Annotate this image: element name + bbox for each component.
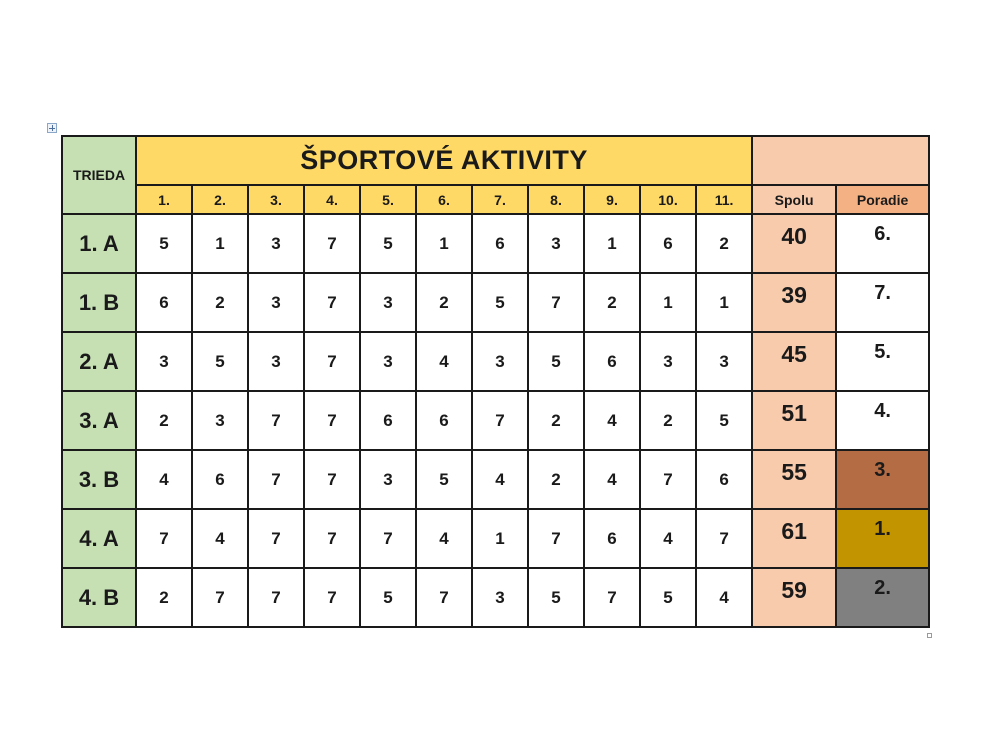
score-cell: 5 [696, 391, 752, 450]
score-cell: 5 [416, 450, 472, 509]
score-cell: 6 [360, 391, 416, 450]
score-cell: 2 [416, 273, 472, 332]
table-title: ŠPORTOVÉ AKTIVITY [136, 136, 752, 185]
score-cell: 4 [416, 332, 472, 391]
score-cell: 7 [304, 509, 360, 568]
header-activity-11: 11. [696, 185, 752, 214]
score-cell: 7 [528, 273, 584, 332]
score-cell: 5 [640, 568, 696, 627]
sport-activities-table [61, 135, 930, 628]
score-cell: 6 [472, 214, 528, 273]
score-cell: 6 [416, 391, 472, 450]
score-cell: 3 [192, 391, 248, 450]
header-activity-7: 7. [472, 185, 528, 214]
score-cell: 3 [248, 273, 304, 332]
row-trieda: 2. A [62, 332, 136, 391]
score-cell: 7 [304, 332, 360, 391]
score-cell: 4 [472, 450, 528, 509]
header-activity-10: 10. [640, 185, 696, 214]
score-cell: 2 [136, 568, 192, 627]
score-cell: 5 [528, 332, 584, 391]
table-row [62, 214, 929, 273]
table-row [62, 273, 929, 332]
table-row [62, 450, 929, 509]
poradie-cell: 6. [836, 214, 929, 273]
score-cell: 3 [640, 332, 696, 391]
score-cell: 6 [192, 450, 248, 509]
row-trieda: 4. B [62, 568, 136, 627]
table-row [62, 568, 929, 627]
score-cell: 5 [192, 332, 248, 391]
poradie-cell: 2. [836, 568, 929, 627]
score-cell: 1 [416, 214, 472, 273]
score-cell: 2 [136, 391, 192, 450]
score-cell: 2 [696, 214, 752, 273]
score-cell: 7 [304, 450, 360, 509]
score-cell: 7 [192, 568, 248, 627]
table-row [62, 509, 929, 568]
score-cell: 3 [248, 332, 304, 391]
score-cell: 7 [248, 509, 304, 568]
table-resize-handle-icon[interactable] [927, 633, 932, 638]
score-cell: 6 [584, 509, 640, 568]
score-cell: 5 [528, 568, 584, 627]
header-activity-1: 1. [136, 185, 192, 214]
score-cell: 3 [360, 450, 416, 509]
table-move-handle-icon[interactable] [47, 123, 57, 133]
score-cell: 1 [640, 273, 696, 332]
score-cell: 3 [528, 214, 584, 273]
header-activity-2: 2. [192, 185, 248, 214]
score-cell: 5 [360, 214, 416, 273]
score-cell: 5 [472, 273, 528, 332]
score-cell: 4 [136, 450, 192, 509]
score-cell: 7 [248, 391, 304, 450]
score-cell: 4 [696, 568, 752, 627]
score-cell: 4 [192, 509, 248, 568]
score-cell: 6 [584, 332, 640, 391]
spolu-cell: 51 [752, 391, 836, 450]
header-activity-8: 8. [528, 185, 584, 214]
score-cell: 4 [640, 509, 696, 568]
row-trieda: 1. B [62, 273, 136, 332]
header-activity-3: 3. [248, 185, 304, 214]
header-activity-5: 5. [360, 185, 416, 214]
row-trieda: 4. A [62, 509, 136, 568]
score-cell: 7 [304, 391, 360, 450]
score-cell: 3 [248, 214, 304, 273]
score-cell: 7 [640, 450, 696, 509]
score-cell: 6 [136, 273, 192, 332]
table-row [62, 391, 929, 450]
table-row [62, 332, 929, 391]
score-cell: 7 [416, 568, 472, 627]
header-summary-blank [752, 136, 929, 185]
score-cell: 7 [528, 509, 584, 568]
score-cell: 7 [304, 214, 360, 273]
spolu-cell: 39 [752, 273, 836, 332]
score-cell: 2 [192, 273, 248, 332]
score-cell: 6 [640, 214, 696, 273]
spolu-cell: 45 [752, 332, 836, 391]
score-cell: 3 [472, 568, 528, 627]
score-cell: 3 [696, 332, 752, 391]
score-cell: 2 [640, 391, 696, 450]
score-cell: 6 [696, 450, 752, 509]
header-activity-4: 4. [304, 185, 360, 214]
score-cell: 2 [528, 450, 584, 509]
score-cell: 7 [248, 450, 304, 509]
spolu-cell: 61 [752, 509, 836, 568]
score-cell: 4 [584, 391, 640, 450]
spolu-cell: 59 [752, 568, 836, 627]
poradie-cell: 1. [836, 509, 929, 568]
score-cell: 2 [528, 391, 584, 450]
poradie-cell: 5. [836, 332, 929, 391]
poradie-cell: 3. [836, 450, 929, 509]
score-cell: 2 [584, 273, 640, 332]
row-trieda: 1. A [62, 214, 136, 273]
score-cell: 7 [248, 568, 304, 627]
score-cell: 3 [136, 332, 192, 391]
score-cell: 4 [416, 509, 472, 568]
score-cell: 7 [304, 273, 360, 332]
spolu-cell: 55 [752, 450, 836, 509]
header-trieda: TRIEDA [62, 136, 136, 214]
poradie-cell: 7. [836, 273, 929, 332]
score-cell: 1 [696, 273, 752, 332]
poradie-cell: 4. [836, 391, 929, 450]
score-cell: 3 [472, 332, 528, 391]
spolu-cell: 40 [752, 214, 836, 273]
header-spolu: Spolu [752, 185, 836, 214]
score-cell: 1 [192, 214, 248, 273]
score-cell: 1 [584, 214, 640, 273]
score-cell: 1 [472, 509, 528, 568]
score-cell: 3 [360, 273, 416, 332]
header-activity-6: 6. [416, 185, 472, 214]
score-cell: 5 [360, 568, 416, 627]
score-cell: 7 [696, 509, 752, 568]
score-cell: 7 [304, 568, 360, 627]
score-cell: 7 [472, 391, 528, 450]
row-trieda: 3. B [62, 450, 136, 509]
header-poradie: Poradie [836, 185, 929, 214]
score-cell: 4 [584, 450, 640, 509]
score-cell: 3 [360, 332, 416, 391]
header-activity-9: 9. [584, 185, 640, 214]
score-cell: 7 [136, 509, 192, 568]
score-cell: 7 [360, 509, 416, 568]
score-cell: 5 [136, 214, 192, 273]
row-trieda: 3. A [62, 391, 136, 450]
score-cell: 7 [584, 568, 640, 627]
